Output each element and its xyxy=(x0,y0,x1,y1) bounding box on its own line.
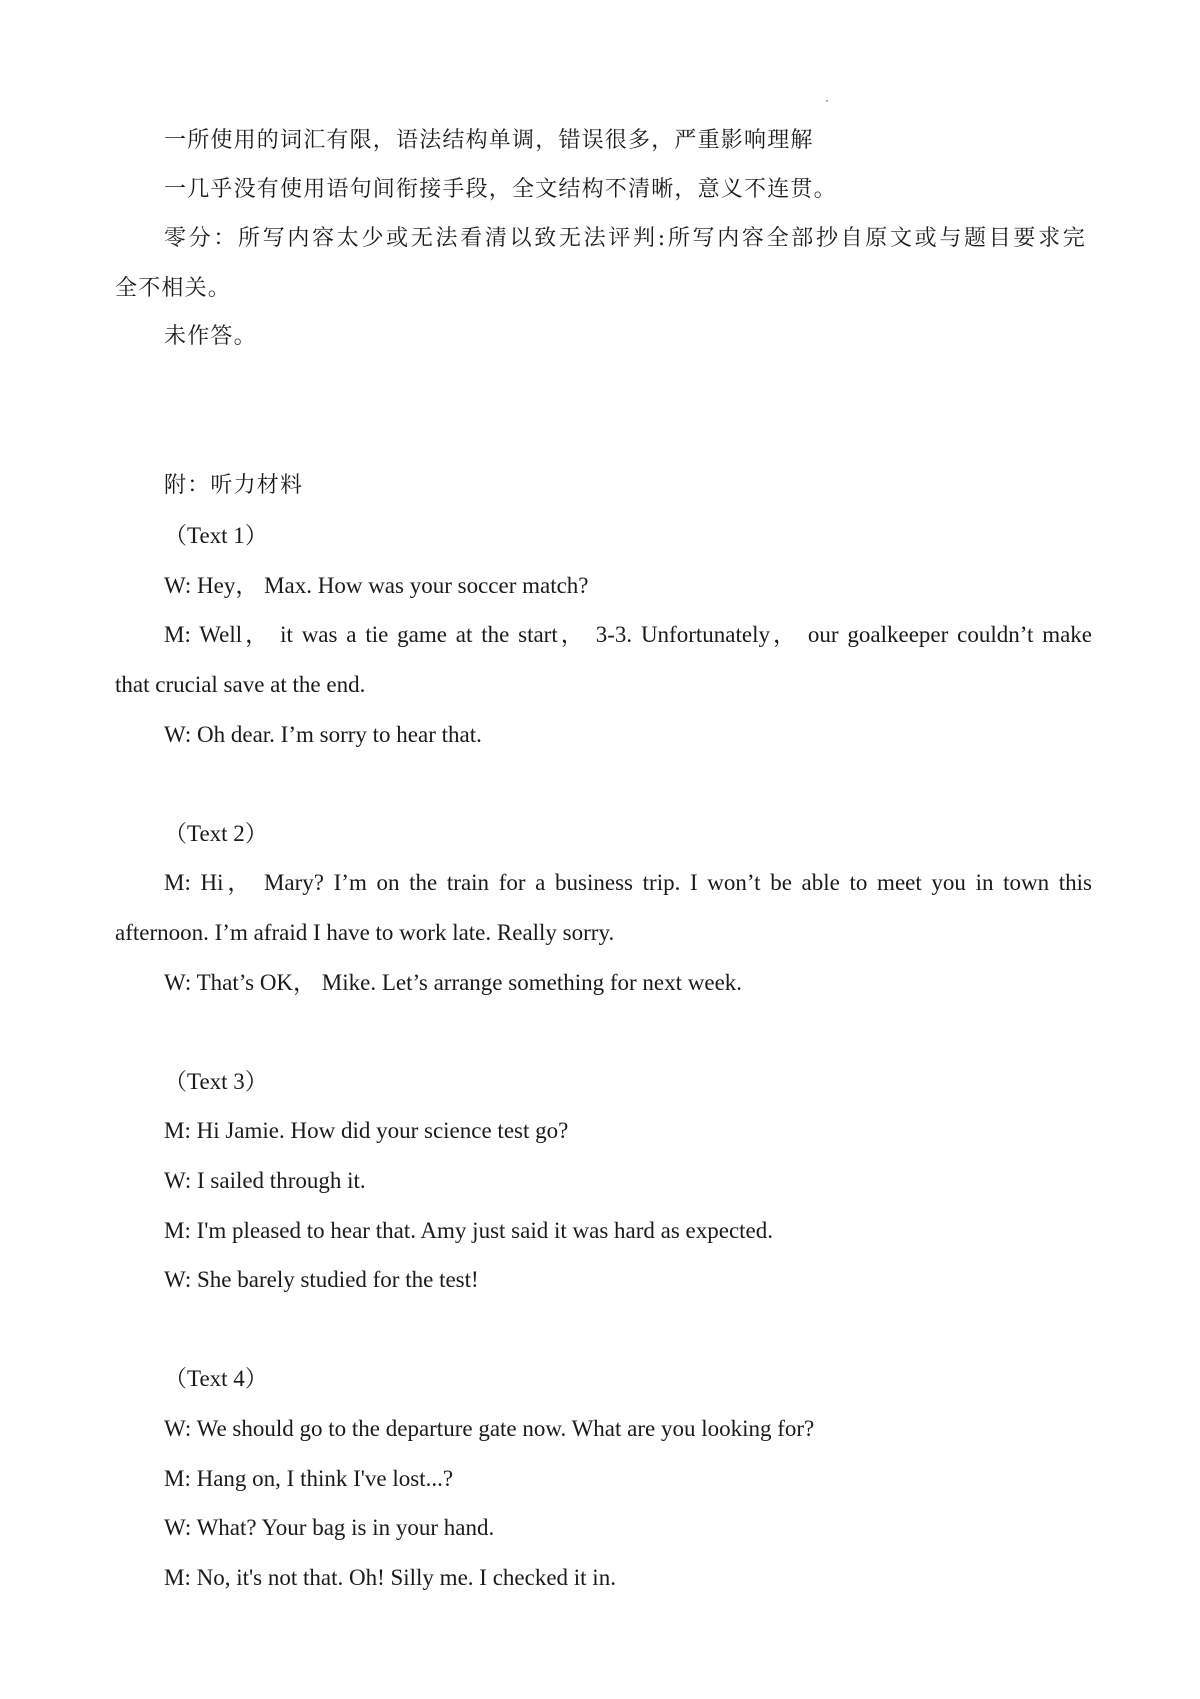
appendix-title: 附：听力材料 xyxy=(164,473,304,498)
text-3-line-1: M: Hi Jamie. How did your science test go? xyxy=(164,1118,569,1143)
scoring-line-no-answer: 未作答。 xyxy=(164,324,257,349)
text-4-line-4: M: No, it's not that. Oh! Silly me. I checked it in. xyxy=(164,1565,616,1590)
scan-speck xyxy=(826,100,828,102)
scoring-line-zero-score: 零分：所写内容太少或无法看清以致无法评判:所写内容全部抄自原文或与题目要求完 xyxy=(164,226,1086,251)
text-4-label: （Text 4） xyxy=(164,1366,268,1391)
text-2-line-3: W: That’s OK， Mike. Let’s arrange something for next week. xyxy=(164,970,743,995)
text-4-line-3: W: What? Your bag is in your hand. xyxy=(164,1515,495,1540)
text-2-line-1: M: Hi， Mary? I’m on the train for a business trip. I won’t be able to meet you in town this xyxy=(164,870,1092,895)
text-1-label: （Text 1） xyxy=(164,523,268,548)
text-2-label: （Text 2） xyxy=(164,821,268,846)
text-1-line-2: M: Well， it was a tie game at the start， 3-3. Unfortunately， our goalkeeper couldn’t make xyxy=(164,622,1092,647)
text-4-line-2: M: Hang on, I think I've lost...? xyxy=(164,1466,454,1491)
scoring-line-vocabulary: 一所使用的词汇有限，语法结构单调，错误很多，严重影响理解 xyxy=(164,128,814,153)
text-3-line-4: W: She barely studied for the test! xyxy=(164,1267,479,1292)
scoring-line-zero-score-cont: 全不相关。 xyxy=(115,276,232,301)
text-4-line-1: W: We should go to the departure gate now. What are you looking for? xyxy=(164,1416,815,1441)
text-1-line-1: W: Hey， Max. How was your soccer match? xyxy=(164,573,589,598)
text-3-label: （Text 3） xyxy=(164,1069,268,1094)
scoring-line-cohesion: 一几乎没有使用语句间衔接手段，全文结构不清晰，意义不连贯。 xyxy=(164,177,837,202)
text-1-line-4: W: Oh dear. I’m sorry to hear that. xyxy=(164,722,482,747)
text-3-line-3: M: I'm pleased to hear that. Amy just said it was hard as expected. xyxy=(164,1218,774,1243)
text-1-line-3: that crucial save at the end. xyxy=(115,672,366,697)
text-3-line-2: W: I sailed through it. xyxy=(164,1168,366,1193)
text-2-line-2: afternoon. I’m afraid I have to work late. Really sorry. xyxy=(115,920,615,945)
